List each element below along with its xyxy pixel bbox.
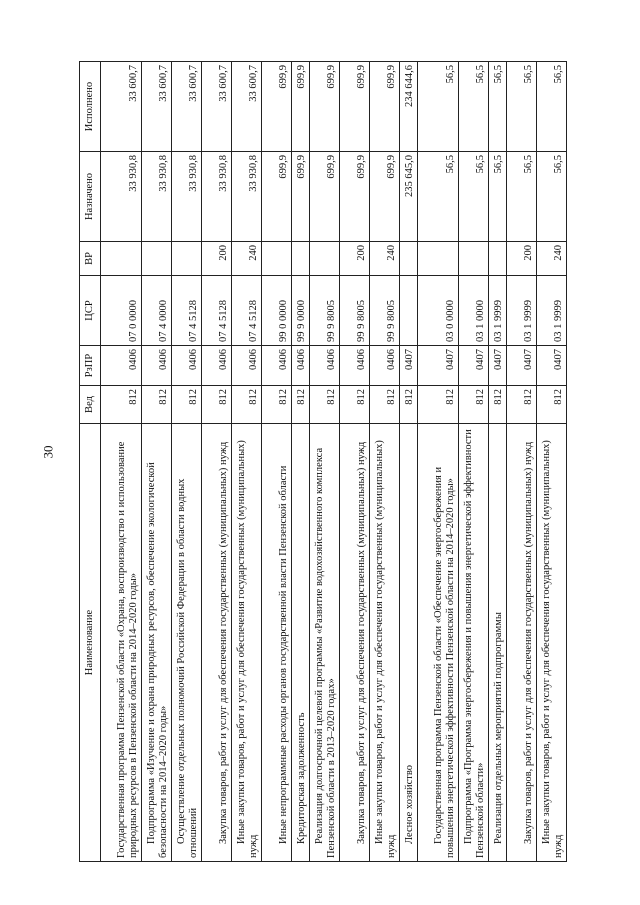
cell-assigned: 33 930,8 [202,152,232,242]
cell-assigned: 699,9 [262,152,292,242]
cell-ved: 812 [507,386,537,424]
cell-csr: 07 0 0000 [101,276,142,346]
cell-executed: 699,9 [370,62,400,152]
cell-rzpr: 0406 [262,346,292,386]
cell-vr [142,242,172,276]
cell-assigned: 699,9 [340,152,370,242]
cell-executed: 33 600,7 [202,62,232,152]
cell-rzpr: 0407 [489,346,507,386]
cell-assigned: 235 645,0 [400,152,418,242]
cell-vr: 200 [340,242,370,276]
header-name: Наименование [80,424,101,862]
cell-ved: 812 [418,386,459,424]
cell-ved: 812 [232,386,262,424]
cell-name: Кредиторская задолженность [292,424,310,862]
table-body [101,62,567,862]
cell-csr: 03 1 9999 [489,276,507,346]
cell-csr: 07 4 5128 [202,276,232,346]
header-vr: ВР [80,242,101,276]
cell-rzpr: 0406 [232,346,262,386]
cell-name: Государственная программа Пензенской области «Охрана, воспроизводство и использование природных ресурсов в Пензенской области на 2014–2020 годы» [101,424,142,862]
cell-name: Закупка товаров, работ и услуг для обеспечения государственных (муниципальных) нужд [340,424,370,862]
cell-ved: 812 [400,386,418,424]
cell-name: Государственная программа Пензенской области «Обеспечение энергосбережения и повышения энергетической эффективности Пензенской области на 2014–2020 годы» [418,424,459,862]
cell-rzpr: 0406 [310,346,340,386]
cell-csr: 07 4 0000 [142,276,172,346]
cell-name: Подпрограмма «Изучение и охрана природных ресурсов, обеспечение экологической безопасности на 2014–2020 годы» [142,424,172,862]
cell-assigned: 33 930,8 [172,152,202,242]
table-row [489,62,507,862]
cell-rzpr: 0407 [537,346,567,386]
table-row [507,62,537,862]
cell-ved: 812 [142,386,172,424]
cell-vr: 200 [202,242,232,276]
cell-executed: 234 644,6 [400,62,418,152]
cell-executed: 33 600,7 [142,62,172,152]
cell-vr: 240 [370,242,400,276]
cell-name: Иные непрограммные расходы органов государственной власти Пензенской области [262,424,292,862]
cell-executed: 699,9 [292,62,310,152]
cell-vr [310,242,340,276]
table-row [400,62,418,862]
header-assigned: Назначено [80,152,101,242]
cell-rzpr: 0406 [370,346,400,386]
cell-assigned: 56,5 [489,152,507,242]
cell-ved: 812 [101,386,142,424]
cell-csr: 99 9 8005 [340,276,370,346]
cell-executed: 56,5 [489,62,507,152]
cell-rzpr: 0406 [292,346,310,386]
rotated-table-container [79,62,570,862]
cell-rzpr: 0406 [142,346,172,386]
cell-vr [418,242,459,276]
cell-vr [292,242,310,276]
cell-ved: 812 [202,386,232,424]
cell-csr: 03 1 9999 [537,276,567,346]
cell-csr: 07 4 5128 [172,276,202,346]
cell-executed: 56,5 [418,62,459,152]
cell-rzpr: 0407 [400,346,418,386]
cell-csr: 03 1 9999 [507,276,537,346]
header-ved: Вед [80,386,101,424]
cell-vr: 200 [507,242,537,276]
cell-assigned: 56,5 [537,152,567,242]
cell-assigned: 56,5 [418,152,459,242]
table-row [232,62,262,862]
cell-name: Лесное хозяйство [400,424,418,862]
cell-vr [459,242,489,276]
cell-ved: 812 [489,386,507,424]
cell-csr: 03 0 0000 [418,276,459,346]
header-rzpr: РзПР [80,346,101,386]
cell-assigned: 699,9 [292,152,310,242]
cell-executed: 33 600,7 [232,62,262,152]
table-row [459,62,489,862]
cell-executed: 56,5 [459,62,489,152]
cell-csr: 07 4 5128 [232,276,262,346]
cell-ved: 812 [459,386,489,424]
cell-vr [172,242,202,276]
cell-name: Реализация отдельных мероприятий подпрограммы [489,424,507,862]
header-executed: Исполнено [80,62,101,152]
cell-csr: 99 9 8005 [370,276,400,346]
cell-assigned: 56,5 [507,152,537,242]
cell-vr [262,242,292,276]
cell-ved: 812 [262,386,292,424]
cell-name: Осуществление отдельных полномочий Российской Федерации в области водных отношений [172,424,202,862]
cell-rzpr: 0407 [418,346,459,386]
table-row [202,62,232,862]
table-row [142,62,172,862]
header-csr: ЦСР [80,276,101,346]
cell-vr [101,242,142,276]
cell-ved: 812 [537,386,567,424]
cell-name: Иные закупки товаров, работ и услуг для обеспечения государственных (муниципальных) нужд [537,424,567,862]
cell-assigned: 33 930,8 [232,152,262,242]
cell-name: Подпрограмма «Программа энергосбережения и повышения энергетической эффективности Пензенской области» [459,424,489,862]
cell-csr: 03 1 0000 [459,276,489,346]
table-row [262,62,292,862]
page-number: 30 [40,445,56,459]
cell-executed: 699,9 [262,62,292,152]
cell-name: Иные закупки товаров, работ и услуг для обеспечения государственных (муниципальных) нужд [232,424,262,862]
cell-rzpr: 0407 [459,346,489,386]
table-header-row [80,62,101,862]
table-row [370,62,400,862]
cell-ved: 812 [340,386,370,424]
cell-ved: 812 [310,386,340,424]
cell-executed: 33 600,7 [172,62,202,152]
cell-executed: 56,5 [537,62,567,152]
cell-name: Закупка товаров, работ и услуг для обеспечения государственных (муниципальных) нужд [202,424,232,862]
cell-csr [400,276,418,346]
table-row [537,62,567,862]
cell-assigned: 33 930,8 [142,152,172,242]
cell-csr: 99 0 0000 [262,276,292,346]
cell-rzpr: 0406 [101,346,142,386]
cell-assigned: 699,9 [310,152,340,242]
cell-assigned: 699,9 [370,152,400,242]
cell-vr: 240 [537,242,567,276]
table-row [340,62,370,862]
cell-executed: 56,5 [507,62,537,152]
table-row [292,62,310,862]
cell-ved: 812 [292,386,310,424]
table-row [101,62,142,862]
cell-csr: 99 9 8005 [310,276,340,346]
cell-vr [400,242,418,276]
cell-assigned: 56,5 [459,152,489,242]
cell-name: Реализация долгосрочной целевой программы «Развитие водохозяйственного комплекса Пензенской области в 2013–2020 годах» [310,424,340,862]
cell-rzpr: 0407 [507,346,537,386]
cell-executed: 33 600,7 [101,62,142,152]
cell-rzpr: 0406 [202,346,232,386]
cell-executed: 699,9 [340,62,370,152]
table-row [310,62,340,862]
expenditure-table [79,61,567,862]
cell-name: Закупка товаров, работ и услуг для обеспечения государственных (муниципальных) нужд [507,424,537,862]
cell-rzpr: 0406 [340,346,370,386]
cell-name: Иные закупки товаров, работ и услуг для обеспечения государственных (муниципальных) нужд [370,424,400,862]
cell-vr [489,242,507,276]
cell-assigned: 33 930,8 [101,152,142,242]
cell-rzpr: 0406 [172,346,202,386]
cell-vr: 240 [232,242,262,276]
table-row [172,62,202,862]
cell-ved: 812 [172,386,202,424]
cell-ved: 812 [370,386,400,424]
table-row [418,62,459,862]
cell-csr: 99 9 0000 [292,276,310,346]
cell-executed: 699,9 [310,62,340,152]
